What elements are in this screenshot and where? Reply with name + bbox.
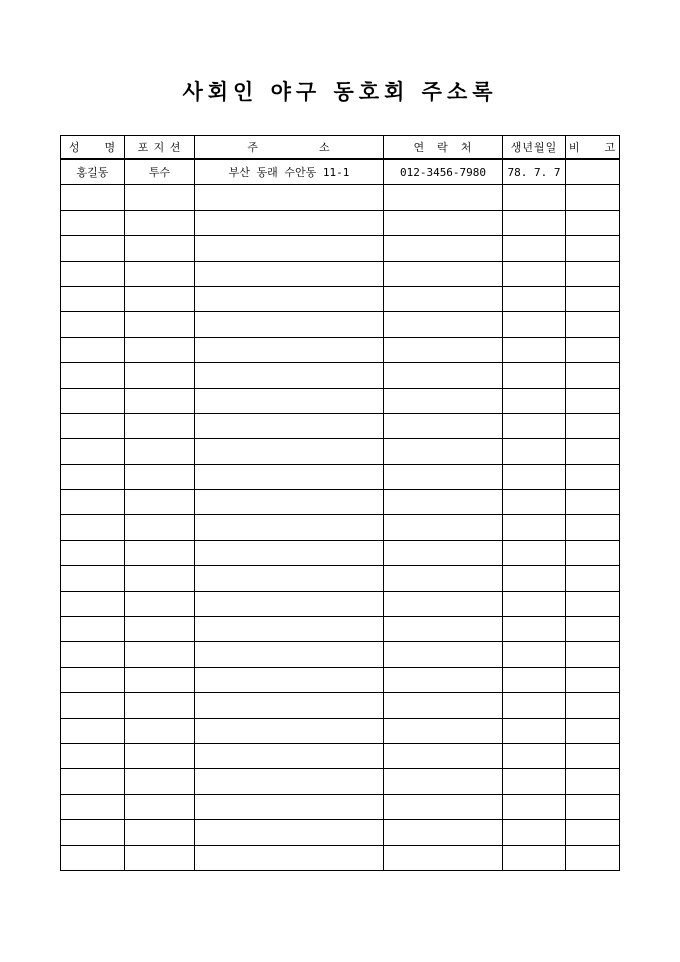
table-row — [61, 566, 620, 591]
cell-name — [61, 439, 125, 464]
cell-name — [61, 210, 125, 235]
table-row — [61, 185, 620, 210]
cell-remarks — [566, 185, 620, 210]
cell-contact — [384, 540, 503, 565]
cell-address — [195, 236, 384, 261]
cell-contact — [384, 617, 503, 642]
cell-position — [125, 566, 195, 591]
cell-remarks — [566, 820, 620, 845]
cell-birthdate — [503, 286, 566, 311]
cell-name — [61, 820, 125, 845]
cell-remarks — [566, 693, 620, 718]
cell-address — [195, 363, 384, 388]
table-row — [61, 439, 620, 464]
cell-position — [125, 718, 195, 743]
cell-name — [61, 769, 125, 794]
table-row — [61, 845, 620, 870]
cell-address — [195, 261, 384, 286]
cell-contact — [384, 718, 503, 743]
cell-position — [125, 439, 195, 464]
cell-position — [125, 617, 195, 642]
cell-birthdate — [503, 515, 566, 540]
cell-position — [125, 540, 195, 565]
cell-address — [195, 591, 384, 616]
cell-contact — [384, 286, 503, 311]
table-row — [61, 490, 620, 515]
cell-contact — [384, 236, 503, 261]
table-row — [61, 693, 620, 718]
cell-address — [195, 693, 384, 718]
cell-birthdate — [503, 820, 566, 845]
header-address: 주 소 — [195, 136, 384, 160]
cell-address — [195, 566, 384, 591]
table-row — [61, 464, 620, 489]
cell-birthdate — [503, 591, 566, 616]
cell-position — [125, 363, 195, 388]
cell-remarks — [566, 236, 620, 261]
cell-remarks — [566, 312, 620, 337]
cell-remarks — [566, 363, 620, 388]
cell-name — [61, 845, 125, 870]
cell-remarks — [566, 540, 620, 565]
cell-birthdate: 78. 7. 7 — [503, 159, 566, 185]
cell-position: 투수 — [125, 159, 195, 185]
table-row — [61, 236, 620, 261]
cell-address — [195, 337, 384, 362]
cell-name — [61, 743, 125, 768]
cell-position — [125, 312, 195, 337]
cell-birthdate — [503, 464, 566, 489]
cell-position — [125, 185, 195, 210]
cell-birthdate — [503, 743, 566, 768]
cell-birthdate — [503, 566, 566, 591]
cell-remarks — [566, 261, 620, 286]
cell-position — [125, 693, 195, 718]
cell-contact — [384, 490, 503, 515]
table-row — [61, 617, 620, 642]
cell-address — [195, 185, 384, 210]
cell-remarks — [566, 286, 620, 311]
table-row — [61, 667, 620, 692]
table-row — [61, 515, 620, 540]
cell-birthdate — [503, 210, 566, 235]
header-position: 포 지 션 — [125, 136, 195, 160]
cell-name — [61, 515, 125, 540]
cell-contact — [384, 820, 503, 845]
header-contact: 연 락 처 — [384, 136, 503, 160]
cell-remarks — [566, 845, 620, 870]
table-row — [61, 642, 620, 667]
cell-contact — [384, 845, 503, 870]
cell-position — [125, 490, 195, 515]
cell-position — [125, 261, 195, 286]
header-birthdate: 생년월일 — [503, 136, 566, 160]
header-remarks: 비 고 — [566, 136, 620, 160]
cell-position — [125, 388, 195, 413]
cell-remarks — [566, 337, 620, 362]
cell-name — [61, 617, 125, 642]
cell-remarks — [566, 388, 620, 413]
cell-name — [61, 312, 125, 337]
table-row — [61, 820, 620, 845]
cell-name: 홍길동 — [61, 159, 125, 185]
cell-contact — [384, 210, 503, 235]
cell-address — [195, 642, 384, 667]
cell-remarks — [566, 464, 620, 489]
cell-position — [125, 236, 195, 261]
cell-contact — [384, 769, 503, 794]
cell-address — [195, 769, 384, 794]
cell-address — [195, 667, 384, 692]
cell-position — [125, 794, 195, 819]
cell-birthdate — [503, 388, 566, 413]
cell-address — [195, 464, 384, 489]
cell-birthdate — [503, 261, 566, 286]
cell-birthdate — [503, 540, 566, 565]
cell-remarks — [566, 769, 620, 794]
cell-contact — [384, 515, 503, 540]
cell-name — [61, 794, 125, 819]
cell-position — [125, 591, 195, 616]
cell-contact — [384, 667, 503, 692]
table-row — [61, 210, 620, 235]
cell-contact — [384, 312, 503, 337]
cell-address — [195, 794, 384, 819]
cell-name — [61, 591, 125, 616]
document-title: 사회인 야구 동호회 주소록 — [182, 79, 498, 104]
table-row — [61, 769, 620, 794]
cell-birthdate — [503, 769, 566, 794]
cell-birthdate — [503, 337, 566, 362]
table-row — [61, 312, 620, 337]
cell-name — [61, 388, 125, 413]
header-name: 성 명 — [61, 136, 125, 160]
table-row — [61, 794, 620, 819]
header-row — [61, 136, 620, 160]
cell-contact — [384, 388, 503, 413]
cell-birthdate — [503, 185, 566, 210]
cell-birthdate — [503, 718, 566, 743]
cell-contact — [384, 794, 503, 819]
cell-name — [61, 693, 125, 718]
table-row — [61, 413, 620, 438]
cell-birthdate — [503, 667, 566, 692]
cell-address — [195, 617, 384, 642]
cell-address: 부산 동래 수안동 11-1 — [195, 159, 384, 185]
cell-remarks — [566, 515, 620, 540]
cell-position — [125, 820, 195, 845]
cell-birthdate — [503, 693, 566, 718]
cell-name — [61, 566, 125, 591]
cell-address — [195, 286, 384, 311]
cell-contact — [384, 439, 503, 464]
table-row — [61, 591, 620, 616]
cell-address — [195, 743, 384, 768]
cell-remarks — [566, 667, 620, 692]
cell-remarks — [566, 743, 620, 768]
cell-birthdate — [503, 312, 566, 337]
cell-address — [195, 210, 384, 235]
cell-name — [61, 261, 125, 286]
cell-remarks — [566, 617, 620, 642]
table-row — [61, 286, 620, 311]
cell-birthdate — [503, 413, 566, 438]
cell-name — [61, 413, 125, 438]
cell-contact — [384, 413, 503, 438]
cell-name — [61, 363, 125, 388]
cell-remarks — [566, 439, 620, 464]
cell-address — [195, 388, 384, 413]
cell-name — [61, 286, 125, 311]
cell-address — [195, 820, 384, 845]
cell-name — [61, 337, 125, 362]
cell-position — [125, 464, 195, 489]
cell-name — [61, 718, 125, 743]
cell-address — [195, 490, 384, 515]
address-table — [60, 135, 620, 871]
cell-remarks — [566, 490, 620, 515]
cell-name — [61, 464, 125, 489]
cell-position — [125, 337, 195, 362]
cell-birthdate — [503, 363, 566, 388]
cell-contact — [384, 261, 503, 286]
cell-address — [195, 515, 384, 540]
cell-birthdate — [503, 490, 566, 515]
cell-address — [195, 312, 384, 337]
cell-contact — [384, 743, 503, 768]
cell-name — [61, 236, 125, 261]
table-row — [61, 363, 620, 388]
table-row — [61, 159, 620, 185]
cell-remarks — [566, 159, 620, 185]
cell-position — [125, 743, 195, 768]
cell-position — [125, 515, 195, 540]
cell-name — [61, 667, 125, 692]
cell-address — [195, 540, 384, 565]
cell-name — [61, 540, 125, 565]
cell-birthdate — [503, 439, 566, 464]
cell-contact: 012-3456-7980 — [384, 159, 503, 185]
cell-contact — [384, 363, 503, 388]
cell-remarks — [566, 566, 620, 591]
cell-position — [125, 769, 195, 794]
cell-contact — [384, 464, 503, 489]
cell-remarks — [566, 210, 620, 235]
table-row — [61, 743, 620, 768]
cell-remarks — [566, 413, 620, 438]
cell-birthdate — [503, 845, 566, 870]
cell-name — [61, 490, 125, 515]
table-row — [61, 261, 620, 286]
cell-birthdate — [503, 236, 566, 261]
table-row — [61, 388, 620, 413]
cell-contact — [384, 642, 503, 667]
cell-birthdate — [503, 642, 566, 667]
cell-contact — [384, 185, 503, 210]
cell-address — [195, 439, 384, 464]
cell-position — [125, 845, 195, 870]
table-row — [61, 540, 620, 565]
cell-name — [61, 185, 125, 210]
cell-remarks — [566, 794, 620, 819]
cell-contact — [384, 337, 503, 362]
cell-position — [125, 667, 195, 692]
cell-remarks — [566, 591, 620, 616]
table-row — [61, 718, 620, 743]
cell-remarks — [566, 642, 620, 667]
cell-name — [61, 642, 125, 667]
cell-position — [125, 413, 195, 438]
cell-birthdate — [503, 617, 566, 642]
cell-address — [195, 413, 384, 438]
cell-contact — [384, 566, 503, 591]
cell-position — [125, 642, 195, 667]
cell-contact — [384, 693, 503, 718]
table-row — [61, 337, 620, 362]
cell-remarks — [566, 718, 620, 743]
cell-address — [195, 718, 384, 743]
cell-birthdate — [503, 794, 566, 819]
cell-contact — [384, 591, 503, 616]
cell-address — [195, 845, 384, 870]
cell-position — [125, 210, 195, 235]
cell-position — [125, 286, 195, 311]
